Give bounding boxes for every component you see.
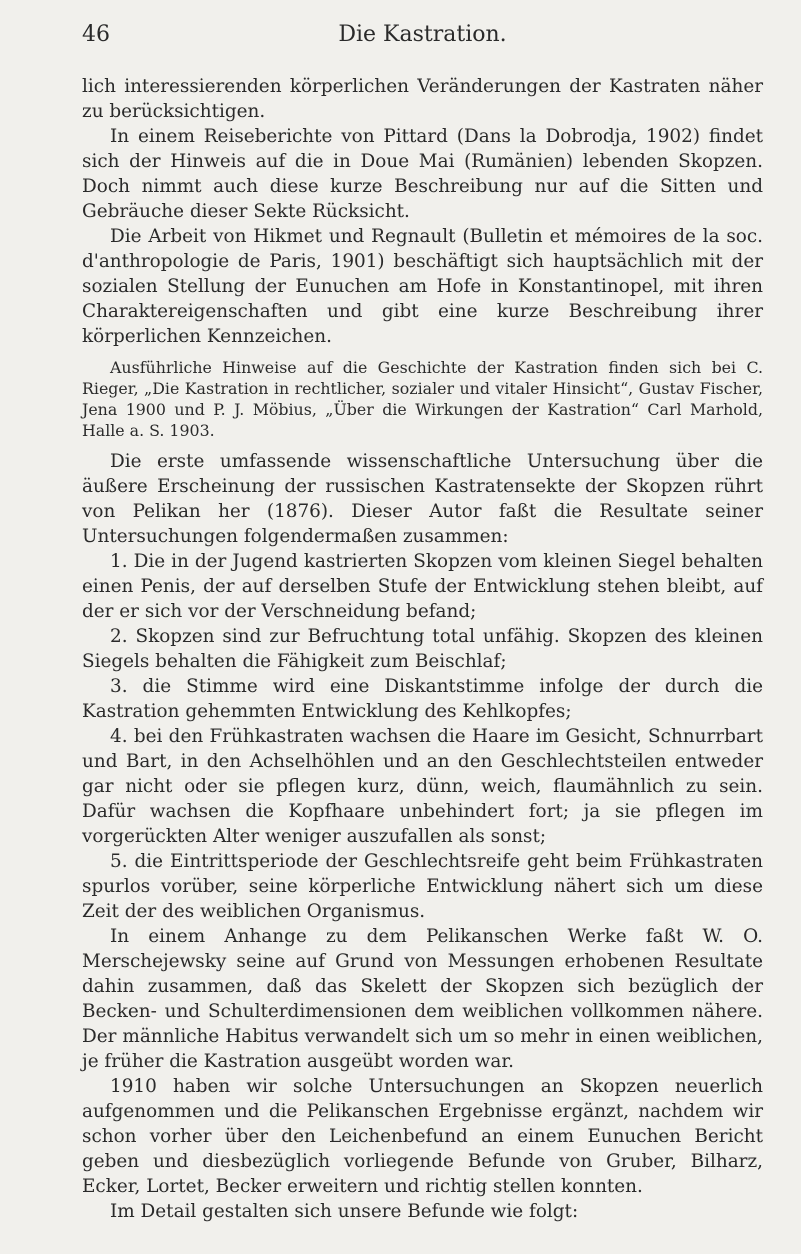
paragraph: In einem Reiseberichte von Pittard (Dans la Dobrodja, 1902) findet sich der Hinweis auf die in Doue Mai (Rumänien) lebenden Skopzen. Doch nimmt auch diese kurze Beschreibung nur auf die Sitten und Gebräuche dieser Sekte Rücksicht. [82,126,763,222]
list-item: 5. die Eintrittsperiode der Geschlechtsreife geht beim Frühkastraten spurlos vorüber, seine körperliche Entwicklung nähert sich um diese Zeit der des weiblichen Organismus. [82,851,763,922]
paragraph: Im Detail gestalten sich unsere Befunde wie folgt: [110,1201,579,1222]
paragraph: lich interessierenden körperlichen Veränderungen der Kastraten näher zu berücksichtigen. [82,76,763,122]
running-header [82,22,763,48]
list-item: 3. die Stimme wird eine Diskantstimme infolge der durch die Kastration gehemmten Entwicklung des Kehlkopfes; [82,676,763,722]
list-item: 4. bei den Frühkastraten wachsen die Haare im Gesicht, Schnurrbart und Bart, in den Achselhöhlen und an den Geschlechtsteilen entweder gar nicht oder sie pflegen kurz, dünn, weich, flaumähnlich zu sein. Dafür wachsen die Kopfhaare unbehindert fort; ja sie pflegen im vorgerückten Alter weniger auszufallen als sonst; [82,726,763,847]
list-item: 1. Die in der Jugend kastrierten Skopzen vom kleinen Siegel behalten einen Penis, der auf derselben Stufe der Entwicklung stehen bleibt, auf der er sich vor der Verschneidung befand; [82,551,763,622]
page-number: 46 [82,22,110,47]
paragraph: In einem Anhange zu dem Pelikanschen Werke faßt W. O. Merschejewsky seine auf Grund von Messungen erhobenen Resultate dahin zusammen, daß das Skelett der Skopzen sich bezüglich der Becken- und Schulterdimensionen dem weiblichen vollkommen nähere. Der männliche Habitus verwandelt sich um so mehr in einen weiblichen, je früher die Kastration ausgeübt worden war. [82,926,763,1072]
footnote-paragraph: Ausführliche Hinweise auf die Geschichte der Kastration finden sich bei C. Rieger, „Die Kastration in rechtlicher, sozialer und vitaler Hinsicht“, Gustav Fischer, Jena 1900 und P. J. Möbius, „Über die Wirkungen der Kastration“ Carl Marhold, Halle a. S. 1903. [82,358,763,440]
page-body [82,74,763,1224]
paragraph: Die Arbeit von Hikmet und Regnault (Bulletin et mémoires de la soc. d'anthropologie de Paris, 1901) beschäftigt sich hauptsächlich mit der sozialen Stellung der Eunuchen am Hofe in Konstantinopel, mit ihren Charaktereigenschaften und gibt eine kurze Beschreibung ihrer körperlichen Kennzeichen. [82,226,763,347]
list-item: 2. Skopzen sind zur Befruchtung total unfähig. Skopzen des kleinen Siegels behalten die Fähigkeit zum Beischlaf; [82,626,763,672]
running-title: Die Kastration. [338,22,507,47]
paragraph: Die erste umfassende wissenschaftliche Untersuchung über die äußere Erscheinung der russischen Kastratensekte der Skopzen rührt von Pelikan her (1876). Dieser Autor faßt die Resultate seiner Untersuchungen folgendermaßen zusammen: [82,451,763,547]
paragraph: 1910 haben wir solche Untersuchungen an Skopzen neuerlich aufgenommen und die Pelikanschen Ergebnisse ergänzt, nachdem wir schon vorher über den Leichenbefund an einem Eunuchen Bericht geben und diesbezüglich vorliegende Befunde von Gruber, Bilharz, Ecker, Lortet, Becker erweitern und richtig stellen konnten. [82,1076,763,1197]
